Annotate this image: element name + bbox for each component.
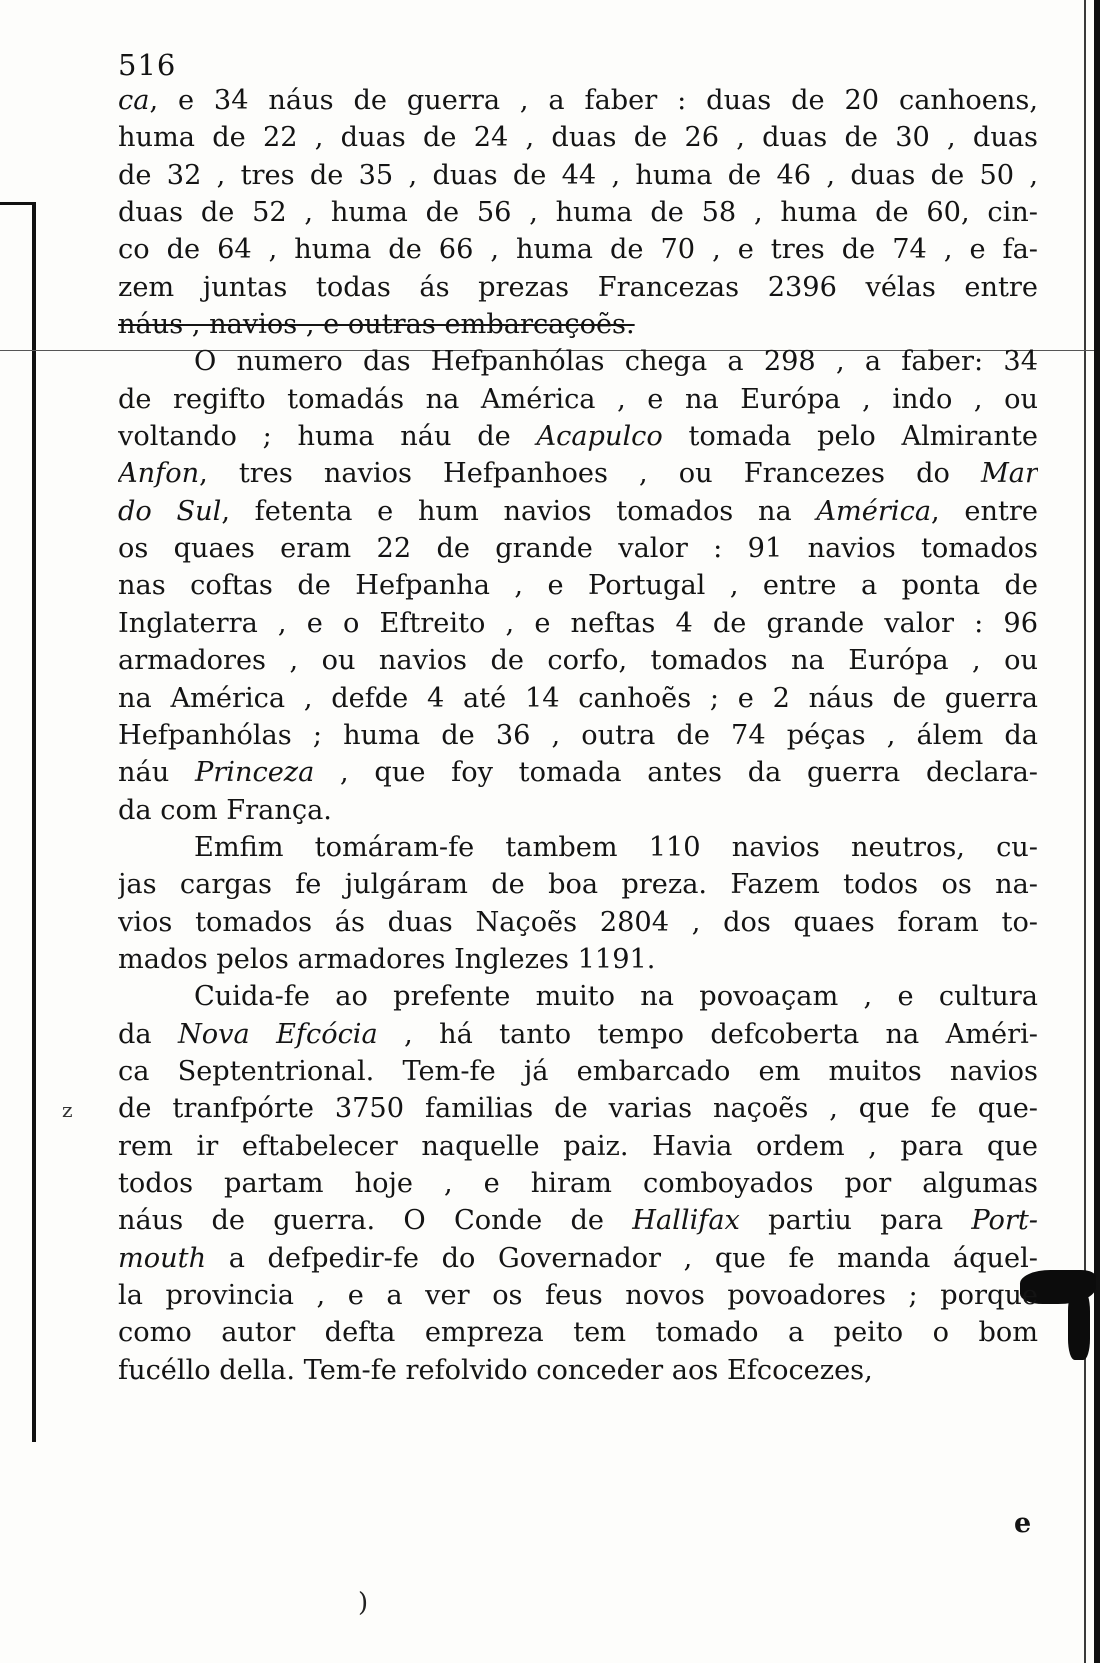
- text-segment: de tranfpórte 3750 familias de varias naçoẽs , que fe que-: [118, 1093, 1038, 1125]
- text-segment: ca Septentrional. Tem-fe já embarcado em muitos navios: [118, 1055, 1038, 1087]
- italic-segment: ca: [118, 85, 150, 116]
- text-segment: huma de 22 , duas de 24 , duas de 26 , duas de 30 , duas: [118, 122, 1038, 154]
- text-line: [118, 1240, 1038, 1277]
- text-segment: todos partam hoje , e hiram comboyados por algumas: [118, 1167, 1038, 1199]
- text-line: [118, 343, 1038, 380]
- text-segment: náus , navios , e outras embarcaçoẽs.: [118, 309, 635, 341]
- italic-segment: Hallifax: [632, 1205, 740, 1237]
- text-line: [118, 717, 1038, 754]
- text-line: [118, 829, 1038, 866]
- binding-bracket: [0, 202, 36, 1442]
- text-line: [118, 493, 1038, 530]
- text-line: [118, 1090, 1038, 1127]
- text-segment: , tres navios Hefpanhoes , ou Francezes do: [199, 458, 981, 490]
- text-segment: da: [118, 1018, 178, 1050]
- italic-segment: Port-: [971, 1205, 1038, 1237]
- text-line: [118, 1314, 1038, 1351]
- text-segment: , entre: [931, 495, 1038, 527]
- text-segment: mados pelos armadores Inglezes 1191.: [118, 943, 656, 975]
- text-segment: Hefpanhólas ; huma de 36 , outra de 74 péças , álem da: [118, 719, 1038, 751]
- text-segment: tomada pelo Almirante: [662, 421, 1038, 453]
- italic-segment: Princeza: [194, 757, 315, 789]
- body-text: [118, 82, 1038, 1389]
- italic-segment: América: [816, 495, 932, 527]
- text-line: [118, 269, 1038, 306]
- text-segment: Cuida-fe ao prefente muito na povoaçam , e cultura: [194, 981, 1038, 1013]
- text-line: [118, 157, 1038, 194]
- text-segment: rem ir eftabelecer naquelle paiz. Havia ordem , para que: [118, 1130, 1038, 1162]
- text-segment: voltando ; huma náu de: [118, 421, 537, 453]
- text-segment: Emfim tomáram-fe tambem 110 navios neutros, cu-: [194, 831, 1038, 863]
- text-line: [118, 455, 1038, 492]
- text-line: [118, 306, 1038, 343]
- text-line: [118, 1053, 1038, 1090]
- text-segment: , e 34 náus de guerra , a faber : duas de 20 canhoens,: [149, 85, 1038, 116]
- page-edge-line: [1084, 0, 1086, 1663]
- italic-segment: do Sul: [118, 495, 222, 527]
- bottom-mark: ): [358, 1588, 369, 1618]
- text-line: [118, 530, 1038, 567]
- text-line: [118, 119, 1038, 156]
- italic-segment: Mar: [980, 458, 1038, 490]
- text-segment: como autor defta empreza tem tomado a peito o bom: [118, 1317, 1038, 1349]
- text-line: [118, 1352, 1038, 1389]
- text-line: [118, 642, 1038, 679]
- text-segment: Inglaterra , e o Eftreito , e neftas 4 de grande valor : 96: [118, 607, 1038, 639]
- text-line: [118, 754, 1038, 791]
- text-segment: jas cargas fe julgáram de boa preza. Fazem todos os na-: [118, 869, 1038, 901]
- text-line: [118, 904, 1038, 941]
- page-edge-shadow: [1094, 0, 1100, 1663]
- text-segment: duas de 52 , huma de 56 , huma de 58 , huma de 60, cin-: [118, 197, 1038, 229]
- text-segment: os quaes eram 22 de grande valor : 91 navios tomados: [118, 533, 1038, 565]
- text-line: [118, 792, 1038, 829]
- text-segment: co de 64 , huma de 66 , huma de 70 , e tres de 74 , e fa-: [118, 234, 1038, 266]
- text-line: [118, 680, 1038, 717]
- text-segment: náu: [118, 757, 195, 789]
- text-line: [118, 381, 1038, 418]
- text-line: [118, 418, 1038, 455]
- text-segment: da com França.: [118, 794, 332, 826]
- ink-blot-drip: [1068, 1290, 1090, 1360]
- text-line: [118, 941, 1038, 978]
- italic-segment: Nova Efcócia: [177, 1018, 378, 1050]
- text-line: [118, 978, 1038, 1015]
- text-line: [118, 567, 1038, 604]
- text-line: [118, 82, 1038, 119]
- italic-segment: Acapulco: [536, 421, 663, 453]
- page-number: 516: [118, 48, 177, 82]
- text-line: [118, 1016, 1038, 1053]
- text-segment: O numero das Hefpanhólas chega a 298 , a faber: 34: [194, 346, 1038, 378]
- text-segment: zem juntas todas ás prezas Francezas 2396 vélas entre: [118, 271, 1038, 303]
- catchword: e: [1014, 1508, 1032, 1539]
- text-segment: náus de guerra. O Conde de: [118, 1205, 633, 1237]
- text-line: [118, 231, 1038, 268]
- text-line: [118, 1128, 1038, 1165]
- text-line: [118, 1277, 1038, 1314]
- margin-mark: z: [62, 1098, 73, 1122]
- text-segment: vios tomados ás duas Naçoẽs 2804 , dos quaes foram to-: [118, 906, 1038, 938]
- text-segment: , que foy tomada antes da guerra declara-: [314, 757, 1038, 789]
- text-line: [118, 1202, 1038, 1239]
- italic-segment: Anfon: [118, 458, 200, 490]
- text-line: [118, 1165, 1038, 1202]
- text-segment: la provincia , e a ver os feus novos povoadores ; porque: [118, 1280, 1038, 1311]
- text-segment: armadores , ou navios de corfo, tomados na Európa , ou: [118, 645, 1038, 677]
- text-segment: de 32 , tres de 35 , duas de 44 , huma de 46 , duas de 50 ,: [118, 159, 1038, 191]
- text-segment: , fetenta e hum navios tomados na: [221, 495, 817, 527]
- text-segment: de regifto tomadás na América , e na Európa , indo , ou: [118, 383, 1038, 415]
- text-segment: , há tanto tempo defcoberta na Améri-: [377, 1018, 1038, 1050]
- italic-segment: mouth: [118, 1242, 207, 1274]
- text-segment: a defpedir-fe do Governador , que fe manda áquel-: [206, 1242, 1038, 1274]
- text-segment: nas coftas de Hefpanha , e Portugal , entre a ponta de: [118, 570, 1038, 602]
- text-line: [118, 194, 1038, 231]
- text-segment: na América , defde 4 até 14 canhoẽs ; e 2 náus de guerra: [118, 682, 1038, 714]
- text-line: [118, 866, 1038, 903]
- text-segment: fucéllo della. Tem-fe refolvido conceder aos Efcocezes,: [118, 1354, 873, 1386]
- text-segment: partiu para: [739, 1205, 972, 1237]
- text-line: [118, 605, 1038, 642]
